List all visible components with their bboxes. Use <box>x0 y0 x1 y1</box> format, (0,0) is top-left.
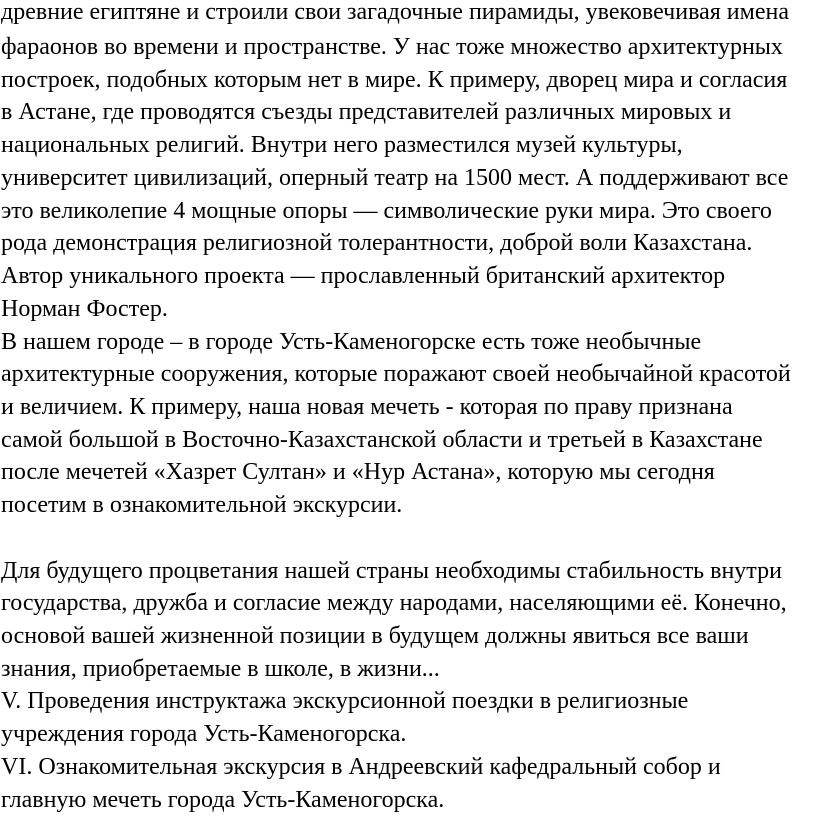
text-line: Норман Фостер. <box>1 296 168 322</box>
text-line: В нашем городе – в городе Усть-Каменогорске есть тоже необычные <box>1 329 702 355</box>
text-line: посетим в ознакомительной экскурсии. <box>1 492 403 518</box>
text-line: рода демонстрация религиозной толерантности, доброй воли Казахстана. <box>1 230 753 256</box>
text-line: национальных религий. Внутри него разместился музей культуры, <box>1 132 683 158</box>
text-line: университет цивилизаций, оперный театр на 1500 мест. А поддерживают все <box>1 165 789 191</box>
text-line: Для будущего процветания нашей страны необходимы стабильность внутри <box>1 558 782 584</box>
text-line: построек, подобных которым нет в мире. К примеру, дворец мира и согласия <box>1 67 788 93</box>
text-line: после мечетей «Хазрет Султан» и «Нур Астана», которую мы сегодня <box>1 459 715 485</box>
text-line: VI. Ознакомительная экскурсия в Андреевский кафедральный собор и <box>1 754 721 780</box>
text-line: знания, приобретаемые в школе, в жизни... <box>1 656 440 682</box>
text-line: фараонов во времени и пространстве. У нас тоже множество архитектурных <box>1 34 783 60</box>
text-line: древние египтяне и строили свои загадочные пирамиды, увековечивая имена <box>1 0 789 25</box>
text-line: это великолепие 4 мощные опоры — символические руки мира. Это своего <box>1 198 772 224</box>
text-line: главную мечеть города Усть-Каменогорска. <box>1 787 445 813</box>
text-line: в Астане, где проводятся съезды представителей различных мировых и <box>1 99 732 125</box>
text-line: самой большой в Восточно-Казахстанской области и третьей в Казахстане <box>1 427 763 453</box>
text-line: государства, дружба и согласие между народами, населяющими её. Конечно, <box>1 590 787 616</box>
text-line: основой вашей жизненной позиции в будущем должны явиться все ваши <box>1 623 749 649</box>
text-line: архитектурные сооружения, которые поражают своей необычайной красотой <box>1 361 791 387</box>
text-line: учреждения города Усть-Каменогорска. <box>1 721 407 747</box>
text-line: Автор уникального проекта — прославленный британский архитектор <box>1 263 726 289</box>
text-line: V. Проведения инструктажа экскурсионной поездки в религиозные <box>1 688 689 714</box>
text-line: и величием. К примеру, наша новая мечеть - которая по праву признана <box>1 394 733 420</box>
